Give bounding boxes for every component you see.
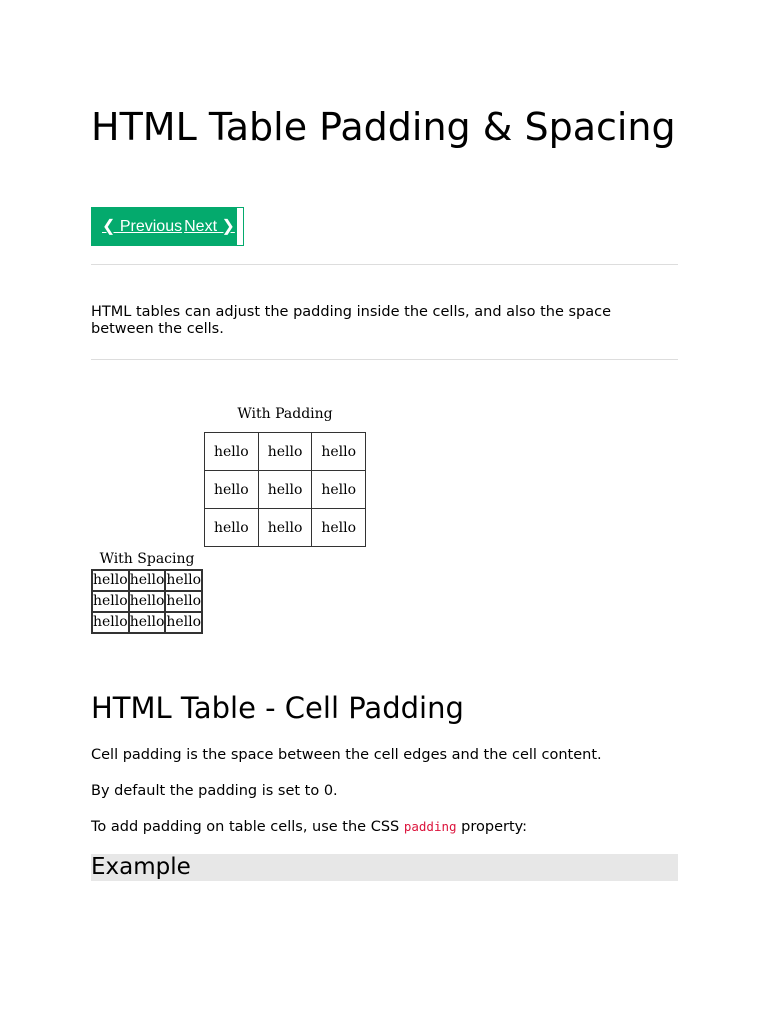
body-paragraph bbox=[91, 818, 527, 836]
paragraph-text: To add padding on table cells, use the CSS bbox=[91, 819, 404, 835]
padding-demo-table bbox=[204, 406, 366, 547]
table-cell: hello bbox=[129, 612, 166, 633]
page-title: HTML Table Padding & Spacing bbox=[91, 105, 676, 149]
previous-button[interactable]: ❮ Previous bbox=[92, 208, 184, 245]
example-heading: Example bbox=[91, 854, 191, 880]
next-button[interactable]: Next ❯ bbox=[184, 208, 237, 245]
table-cell: hello bbox=[205, 509, 259, 547]
table-cell: hello bbox=[165, 570, 202, 591]
table-cell: hello bbox=[92, 612, 129, 633]
table-row bbox=[205, 433, 366, 471]
table-row bbox=[92, 612, 202, 633]
table-cell: hello bbox=[129, 570, 166, 591]
table-cell: hello bbox=[312, 433, 366, 471]
table-row bbox=[92, 570, 202, 591]
table-row bbox=[205, 509, 366, 547]
table-row bbox=[205, 471, 366, 509]
table-cell: hello bbox=[258, 509, 312, 547]
table-row bbox=[92, 591, 202, 612]
table-cell: hello bbox=[92, 570, 129, 591]
section-heading: HTML Table - Cell Padding bbox=[91, 691, 464, 725]
table-cell: hello bbox=[92, 591, 129, 612]
spacing-demo-caption: With Spacing bbox=[99, 551, 195, 567]
paragraph-text: property: bbox=[456, 819, 528, 835]
table-cell: hello bbox=[258, 433, 312, 471]
table-cell: hello bbox=[205, 433, 259, 471]
intro-text: HTML tables can adjust the padding inside the cells, and also the space between the cells. bbox=[91, 304, 612, 337]
example-box bbox=[91, 854, 678, 881]
inline-code: padding bbox=[403, 819, 457, 834]
table-cell: hello bbox=[165, 591, 202, 612]
table-cell: hello bbox=[205, 471, 259, 509]
table-cell: hello bbox=[129, 591, 166, 612]
body-paragraph: Cell padding is the space between the cell edges and the cell content. bbox=[91, 747, 602, 763]
padding-demo-caption: With Padding bbox=[237, 406, 333, 422]
table-cell: hello bbox=[312, 471, 366, 509]
pagination-nav bbox=[91, 207, 244, 246]
table-cell: hello bbox=[165, 612, 202, 633]
divider bbox=[91, 359, 678, 360]
nav-spacer bbox=[237, 208, 243, 245]
table-cell: hello bbox=[258, 471, 312, 509]
body-paragraph: By default the padding is set to 0. bbox=[91, 783, 338, 799]
table-cell: hello bbox=[312, 509, 366, 547]
divider bbox=[91, 264, 678, 265]
spacing-demo-table bbox=[91, 551, 203, 634]
